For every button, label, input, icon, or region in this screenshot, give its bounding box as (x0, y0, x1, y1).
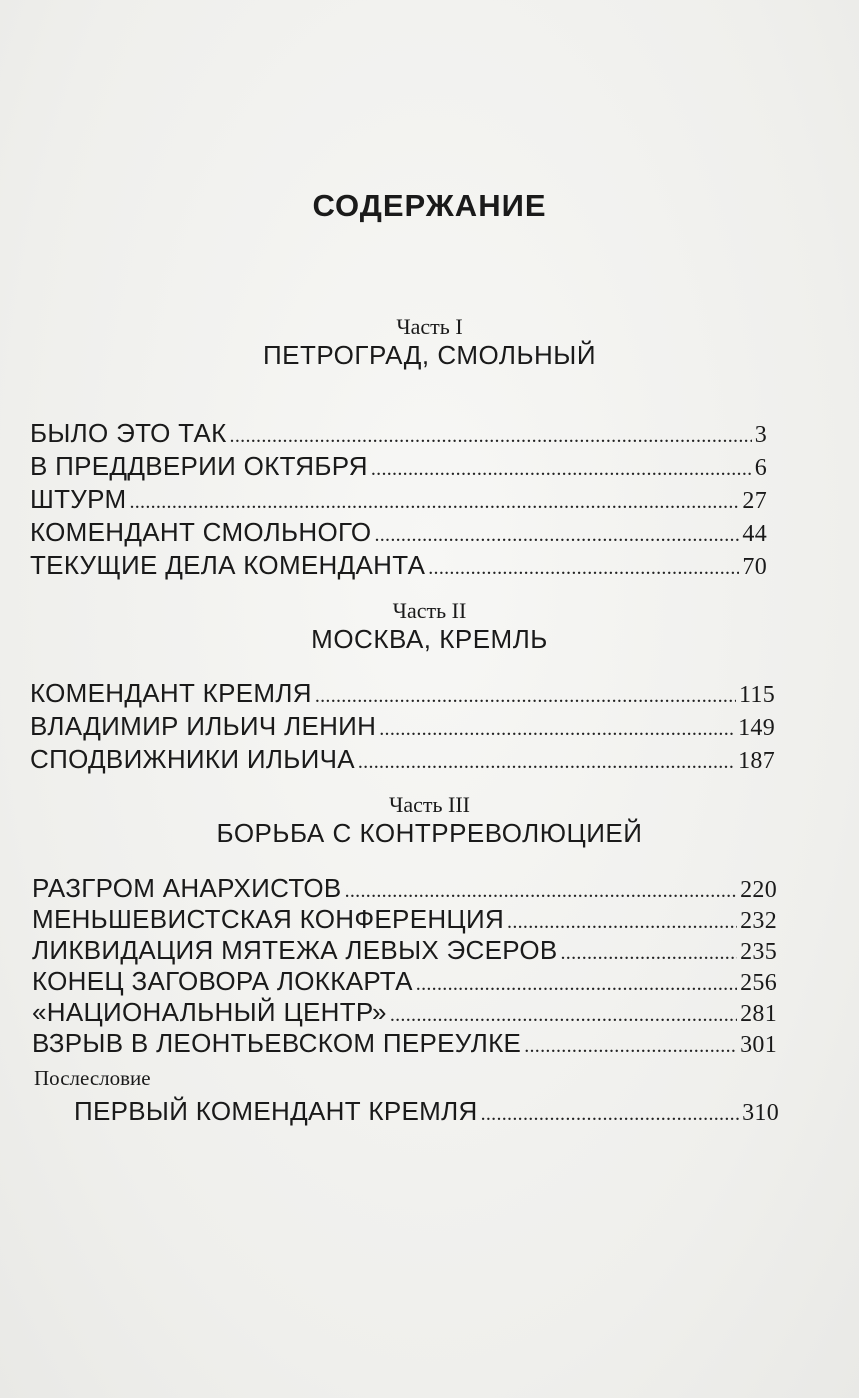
toc-entry-page: 256 (740, 970, 777, 996)
dot-leader (129, 491, 739, 514)
toc-entry (30, 711, 775, 742)
toc-entry-title: ТЕКУЩИЕ ДЕЛА КОМЕНДАНТА (30, 550, 426, 580)
toc-entry (32, 997, 777, 1028)
toc-entry-title: «НАЦИОНАЛЬНЫЙ ЦЕНТР» (32, 997, 387, 1027)
toc-entry-title: БЫЛО ЭТО ТАК (30, 418, 227, 448)
toc-entry-title: КОМЕНДАНТ КРЕМЛЯ (30, 678, 312, 708)
toc-entry-page: 301 (740, 1032, 777, 1058)
dot-leader (390, 1004, 737, 1027)
toc-entry-title: В ПРЕДДВЕРИИ ОКТЯБРЯ (30, 451, 368, 481)
toc-entry-title: ВЗРЫВ В ЛЕОНТЬЕВСКОМ ПЕРЕУЛКЕ (32, 1028, 522, 1058)
toc-entry-page: 232 (740, 908, 777, 934)
toc-entry-page: 220 (740, 877, 777, 903)
toc-entry-title: МЕНЬШЕВИСТСКАЯ КОНФЕРЕНЦИЯ (32, 904, 505, 934)
toc-entry-title: ШТУРМ (30, 484, 127, 514)
dot-leader (315, 685, 736, 708)
toc-entry-page: 27 (742, 488, 767, 514)
toc-entry-page: 70 (742, 554, 767, 580)
dot-leader (230, 425, 752, 448)
toc-entry-page: 187 (738, 748, 775, 774)
dot-leader (374, 524, 739, 547)
toc-entry (30, 418, 767, 449)
toc-entry (32, 904, 777, 935)
toc-entry (74, 1096, 779, 1127)
dot-leader (345, 880, 738, 903)
toc-entry (32, 966, 777, 997)
dot-leader (507, 911, 737, 934)
part-2-label: Часть II (392, 598, 467, 623)
toc-entry (32, 1028, 777, 1059)
toc-entry-title: ВЛАДИМИР ИЛЬИЧ ЛЕНИН (30, 711, 377, 741)
toc-entry (30, 451, 767, 482)
dot-leader (481, 1103, 740, 1126)
dot-leader (428, 557, 739, 580)
toc-entry-page: 235 (740, 939, 777, 965)
toc-entry (32, 935, 777, 966)
toc-entry-page: 149 (738, 715, 775, 741)
dot-leader (524, 1035, 737, 1058)
part-3-title: БОРЬБА С КОНТРРЕВОЛЮЦИЕЙ (216, 818, 643, 848)
part-2-title: МОСКВА, КРЕМЛЬ (311, 624, 548, 654)
toc-entry-page: 115 (738, 682, 775, 708)
dot-leader (358, 751, 735, 774)
toc-entry-title: КОНЕЦ ЗАГОВОРА ЛОККАРТА (32, 966, 413, 996)
dot-leader (379, 718, 735, 741)
toc-entry (30, 744, 775, 775)
part-1-title: ПЕТРОГРАД, СМОЛЬНЫЙ (262, 340, 597, 370)
toc-entry-page: 310 (742, 1100, 779, 1126)
part-1-label: Часть I (396, 314, 463, 339)
toc-entry-page: 281 (740, 1001, 777, 1027)
toc-entry-title: ПЕРВЫЙ КОМЕНДАНТ КРЕМЛЯ (74, 1096, 478, 1126)
dot-leader (561, 942, 738, 965)
toc-entry (30, 550, 767, 581)
toc-entry-page: 44 (742, 521, 767, 547)
page-title: СОДЕРЖАНИЕ (312, 188, 547, 223)
toc-entry-title: РАЗГРОМ АНАРХИСТОВ (32, 873, 342, 903)
toc-entry-page: 3 (754, 422, 767, 448)
toc-entry-title: КОМЕНДАНТ СМОЛЬНОГО (30, 517, 372, 547)
toc-entry-title: ЛИКВИДАЦИЯ МЯТЕЖА ЛЕВЫХ ЭСЕРОВ (32, 935, 558, 965)
toc-entry (30, 517, 767, 548)
toc-entry (30, 678, 775, 709)
part-3-label: Часть III (389, 792, 470, 817)
toc-entry (30, 484, 767, 515)
toc-entry (32, 873, 777, 904)
dot-leader (371, 458, 752, 481)
toc-entry-page: 6 (754, 455, 767, 481)
afterword-label: Послесловие (34, 1066, 151, 1090)
toc-entry-title: СПОДВИЖНИКИ ИЛЬИЧА (30, 744, 355, 774)
dot-leader (416, 973, 737, 996)
